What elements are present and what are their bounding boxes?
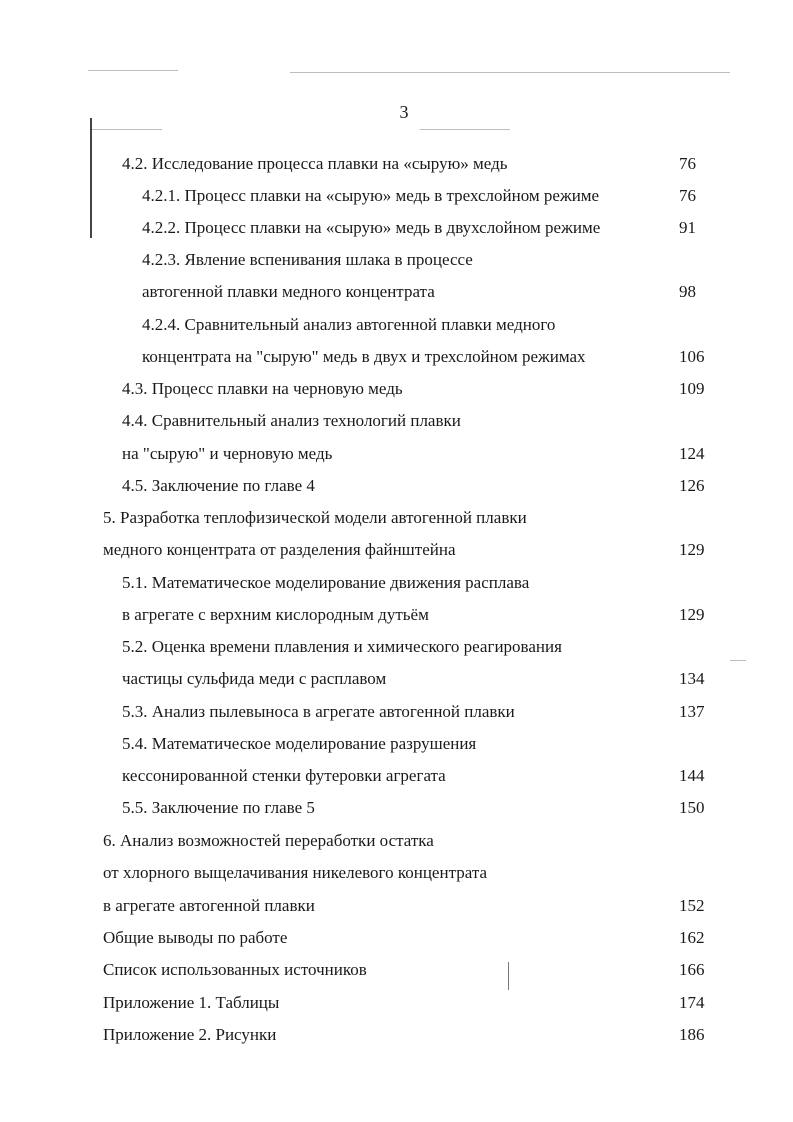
toc-entry [0,184,793,208]
toc-entry [0,474,793,498]
toc-entry-title: на "сырую" и черновую медь [122,444,333,463]
toc-entry-title: 6. Анализ возможностей переработки остатка [103,831,434,850]
toc-entry-page: 144 [679,766,705,785]
toc-entry [0,700,793,724]
toc-entry-page: 134 [679,669,705,688]
toc-entry-title: 5.3. Анализ пылевыноса в агрегате автогенной плавки [122,702,515,721]
toc-entry [0,313,793,337]
toc-entry-page: 124 [679,444,705,463]
toc-entry-page: 91 [679,218,696,237]
toc-entry-title: 5.5. Заключение по главе 5 [122,798,315,817]
toc-entry [0,861,793,885]
toc-entry-title: в агрегате с верхним кислородным дутьём [122,605,429,624]
toc-entry [0,732,793,756]
toc-entry-page: 126 [679,476,705,495]
toc-entry-page: 162 [679,928,705,947]
toc-entry-page: 137 [679,702,705,721]
toc-entry-title: Приложение 1. Таблицы [103,993,280,1012]
toc-entry [0,152,793,176]
toc-entry-title: 5. Разработка теплофизической модели автогенной плавки [103,508,527,527]
toc-entry-title: 4.2.4. Сравнительный анализ автогенной плавки медного [142,315,556,334]
toc-entry [0,894,793,918]
toc-entry-page: 166 [679,960,705,979]
toc-entry [0,603,793,627]
toc-entry-title: 4.2. Исследование процесса плавки на «сырую» медь [122,154,508,173]
toc-entry-title: 4.4. Сравнительный анализ технологий плавки [122,411,461,430]
toc-entry-page: 109 [679,379,705,398]
page-number: 3 [399,102,409,122]
toc-entry-title: кессонированной стенки футеровки агрегата [122,766,446,785]
toc-entry-page: 129 [679,540,705,559]
toc-entry [0,538,793,562]
toc-entry [0,1023,793,1047]
toc-entry [0,764,793,788]
toc-entry-page: 186 [679,1025,705,1044]
toc-entry-title: 4.2.2. Процесс плавки на «сырую» медь в двухслойном режиме [142,218,601,237]
toc-entry-title: медного концентрата от разделения файнштейна [103,540,456,559]
toc-entry-title: Общие выводы по работе [103,928,288,947]
toc-entry-title: 5.2. Оценка времени плавления и химического реагирования [122,637,562,656]
toc-entry-title: 4.2.1. Процесс плавки на «сырую» медь в трехслойном режиме [142,186,600,205]
toc-entry-title: 4.2.3. Явление вспенивания шлака в процессе [142,250,473,269]
toc-entry [0,216,793,240]
toc-entry-title: автогенной плавки медного концентрата [142,282,435,301]
toc-entry-page: 129 [679,605,705,624]
toc-entry-title: Приложение 2. Рисунки [103,1025,277,1044]
toc-entry-page: 152 [679,896,705,915]
toc-entry-page: 76 [679,186,696,205]
toc-entry-title: 4.3. Процесс плавки на черновую медь [122,379,403,398]
toc-entry [0,829,793,853]
toc-entry [0,635,793,659]
toc-entry [0,377,793,401]
toc-entry-page: 150 [679,798,705,817]
toc-entry [0,442,793,466]
toc-entry-title: концентрата на "сырую" медь в двух и трехслойном режимах [142,347,586,366]
toc-entry-title: 4.5. Заключение по главе 4 [122,476,315,495]
toc-entry-title: в агрегате автогенной плавки [103,896,315,915]
toc-entry-page: 98 [679,282,696,301]
toc-entry-title: от хлорного выщелачивания никелевого концентрата [103,863,488,882]
toc-entry [0,345,793,369]
toc-entry-page: 174 [679,993,705,1012]
toc-entry-page: 76 [679,154,696,173]
toc-entry [0,571,793,595]
toc-entry [0,506,793,530]
toc-entry-title: 5.1. Математическое моделирование движения расплава [122,573,530,592]
toc-entry [0,796,793,820]
toc-entry-title: Список использованных источников [103,960,367,979]
toc-entry [0,667,793,691]
toc-entry [0,280,793,304]
toc-entry [0,926,793,950]
toc-entry [0,248,793,272]
toc-entry [0,958,793,982]
toc-entry [0,409,793,433]
toc-entry-page: 106 [679,347,705,366]
toc-entry-title: 5.4. Математическое моделирование разрушения [122,734,477,753]
toc-entry-title: частицы сульфида меди с расплавом [122,669,387,688]
toc-entry [0,991,793,1015]
